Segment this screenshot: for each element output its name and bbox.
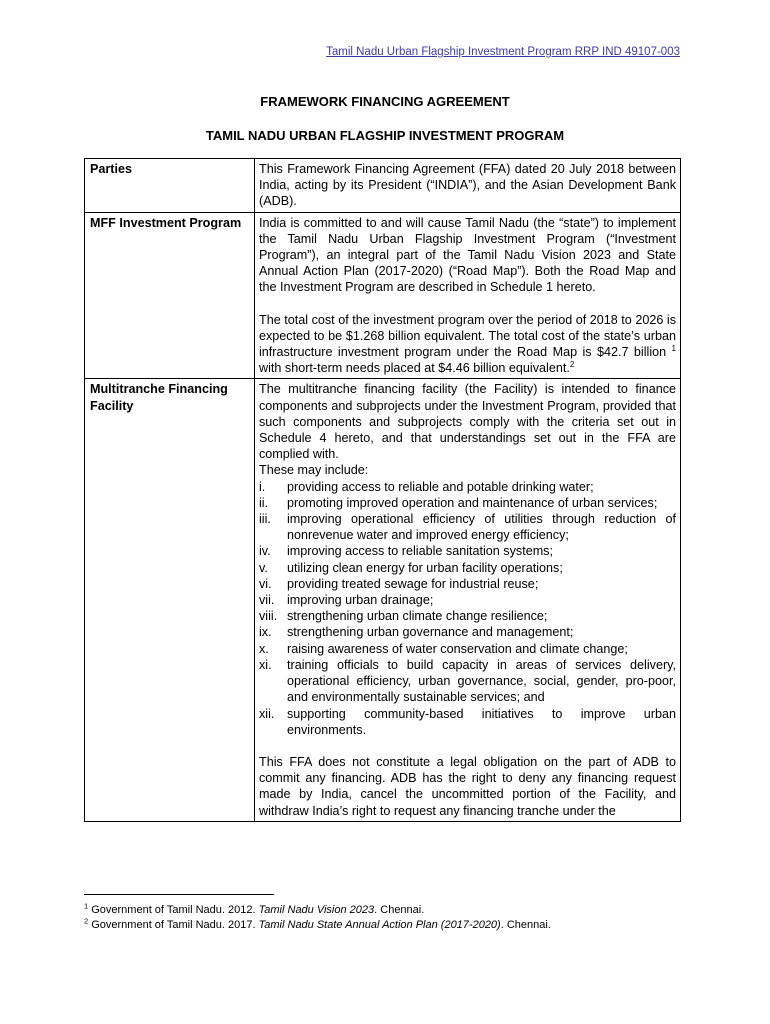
- list-item-number: vii.: [259, 593, 275, 608]
- list-item-text: training officials to build capacity in areas of services delivery, operational efficiency, urban governance, social, gender, pro-poor, and environmentally sustainable services; and: [287, 657, 676, 705]
- footnote-text: . Chennai.: [500, 919, 551, 931]
- footnote-text: Government of Tamil Nadu. 2017.: [88, 919, 259, 931]
- list-item-number: viii.: [259, 609, 278, 624]
- list-item: [259, 543, 676, 559]
- list-item-text: providing access to reliable and potable drinking water;: [287, 479, 594, 494]
- row-label-mff: MFF Investment Program: [85, 212, 255, 379]
- mff-paragraph-2: [259, 312, 676, 377]
- list-item: [259, 560, 676, 576]
- list-item: [259, 592, 676, 608]
- list-item-number: iii.: [259, 512, 271, 527]
- footnote-text: Government of Tamil Nadu. 2012.: [88, 904, 259, 916]
- list-item: [259, 706, 676, 738]
- footnote-ref-1[interactable]: 1: [671, 343, 676, 353]
- facility-closing: This FFA does not constitute a legal obligation on the part of ADB to commit any financing. ADB has the right to deny any financing request made by India, cancel the uncommitted portion of the Facility, and withdraw India’s right to request any financing tranche under the: [259, 754, 676, 818]
- footnote-ref-2[interactable]: 2: [569, 360, 575, 370]
- footnote-title: Tamil Nadu Vision 2023: [258, 904, 375, 916]
- table-row-facility: [85, 379, 681, 821]
- list-item-number: vi.: [259, 576, 272, 591]
- facility-list: [259, 479, 676, 738]
- list-item-number: x.: [259, 641, 269, 656]
- mff-paragraph-2b: with short-term needs placed at $4.46 billion equivalent.: [259, 361, 570, 376]
- mff-content: [255, 212, 681, 379]
- footnote-2: [84, 918, 551, 933]
- list-item-number: ii.: [259, 495, 269, 510]
- mff-paragraph-2a: The total cost of the investment program over the period of 2018 to 2026 is expected to be $1.268 billion equivalent. The total cost of the state’s urban infrastructure investment program under the Road Map is $42.7 billion: [259, 312, 676, 360]
- facility-intro: The multitranche financing facility (the Facility) is intended to finance components and subprojects under the Investment Program, provided that such components and subprojects comply with the criteria set out in Schedule 4 hereto, and that understandings set out in the FFA are complied with.: [259, 382, 676, 462]
- table-row-parties: [85, 159, 681, 213]
- parties-text: This Framework Financing Agreement (FFA) dated 20 July 2018 between India, acting by its President (“INDIA”), and the Asian Development Bank (ADB).: [255, 159, 681, 213]
- list-item-text: improving access to reliable sanitation systems;: [287, 544, 553, 559]
- list-item-text: supporting community-based initiatives to improve urban environments.: [287, 706, 676, 737]
- ffa-table: [84, 158, 681, 822]
- list-item-number: i.: [259, 479, 266, 494]
- list-item: [259, 624, 676, 640]
- footnote-marker: 1: [84, 901, 89, 911]
- list-item-number: xii.: [259, 706, 275, 721]
- list-item: [259, 608, 676, 624]
- list-item-text: improving operational efficiency of utilities through reduction of nonrevenue water and improved energy efficiency;: [287, 512, 676, 543]
- header-document-link[interactable]: Tamil Nadu Urban Flagship Investment Program RRP IND 49107-003: [326, 46, 680, 58]
- list-item: [259, 576, 676, 592]
- footnotes: [84, 903, 551, 933]
- list-item-number: v.: [259, 560, 268, 575]
- facility-lead: These may include:: [259, 463, 369, 478]
- list-item-text: strengthening urban governance and management;: [287, 625, 574, 640]
- document-title: FRAMEWORK FINANCING AGREEMENT: [260, 94, 510, 109]
- list-item: [259, 495, 676, 511]
- footnote-title: Tamil Nadu State Annual Action Plan (2017-2020): [258, 919, 501, 931]
- footnote-marker: 2: [84, 916, 89, 926]
- list-item: [259, 641, 676, 657]
- facility-content: [255, 379, 681, 821]
- list-item-text: raising awareness of water conservation and climate change;: [287, 641, 628, 656]
- list-item: [259, 479, 676, 495]
- row-label-facility: Multitranche Financing Facility: [85, 379, 255, 821]
- table-row-mff: [85, 212, 681, 379]
- list-item-text: strengthening urban climate change resilience;: [287, 609, 548, 624]
- list-item-text: providing treated sewage for industrial reuse;: [287, 576, 539, 591]
- row-label-parties: Parties: [85, 159, 255, 213]
- list-item-text: promoting improved operation and maintenance of urban services;: [287, 495, 658, 510]
- program-title: TAMIL NADU URBAN FLAGSHIP INVESTMENT PROGRAM: [205, 128, 565, 143]
- list-item-text: utilizing clean energy for urban facility operations;: [287, 560, 563, 575]
- mff-paragraph-1: India is committed to and will cause Tamil Nadu (the “state”) to implement the Tamil Nadu Urban Flagship Investment Program (“Investment Program”), an integral part of the Tamil Nadu Vision 2023 and State Annual Action Plan (2017-2020) (“Road Map”). Both the Road Map and the Investment Program are described in Schedule 1 hereto.: [259, 215, 676, 295]
- list-item-text: improving urban drainage;: [287, 593, 434, 608]
- list-item: [259, 657, 676, 706]
- list-item: [259, 511, 676, 543]
- list-item-number: iv.: [259, 544, 271, 559]
- footnote-1: [84, 903, 551, 918]
- footnote-divider: [84, 894, 274, 895]
- list-item-number: ix.: [259, 625, 272, 640]
- footnote-text: . Chennai.: [374, 904, 425, 916]
- list-item-number: xi.: [259, 657, 272, 672]
